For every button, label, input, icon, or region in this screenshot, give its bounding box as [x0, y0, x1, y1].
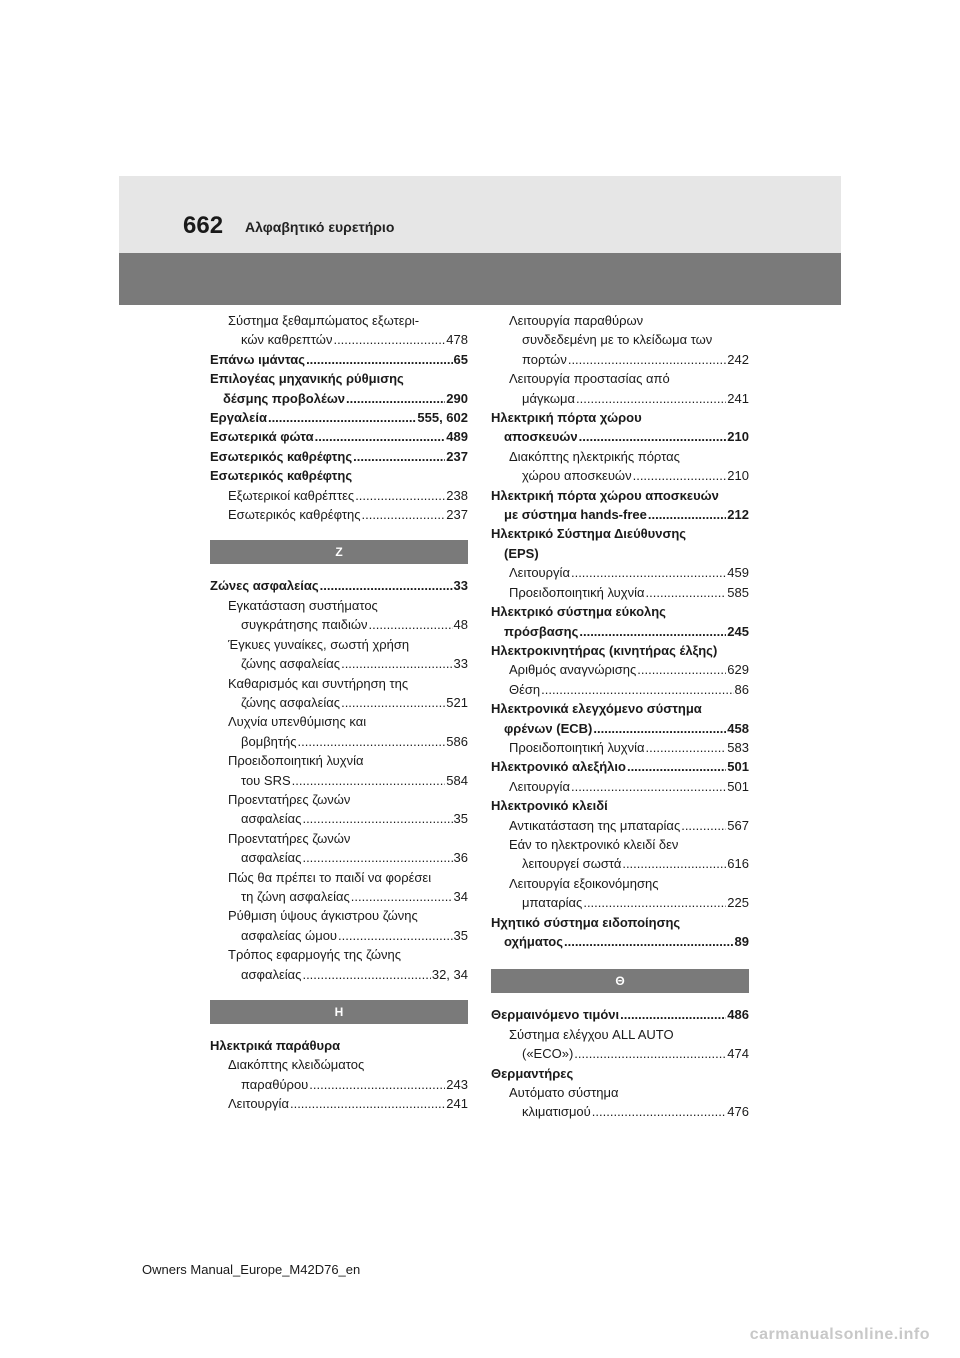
- watermark: carmanualsonline.info: [749, 1326, 930, 1343]
- index-entry: Προειδοποιητική λυχνία ..... 585: [491, 583, 749, 602]
- index-entry: Θέση ..... 86: [491, 680, 749, 699]
- section-header-z: Z: [210, 540, 468, 564]
- index-entry: Σύστημα ξεθαμπώματος εξωτερι-: [228, 313, 420, 328]
- index-entry: Αυτόματο σύστημα: [509, 1085, 619, 1101]
- index-entry: Ηλεκτρονικό κλειδί: [491, 798, 608, 814]
- index-entry: χώρου αποσκευών ..... 210: [491, 466, 749, 485]
- index-entry: πρόσβασης ..... 245: [491, 622, 749, 641]
- index-entry: Εγκατάσταση συστήματος: [228, 597, 378, 613]
- index-entry: Εργαλεία ..... 555, 602: [210, 408, 468, 427]
- index-entry: ασφαλείας ..... 32, 34: [210, 965, 468, 984]
- index-entry: Λειτουργία προστασίας από: [509, 371, 670, 387]
- index-entry: Λειτουργία ..... 501: [491, 777, 749, 796]
- index-entry: με σύστημα hands-free ..... 212: [491, 505, 749, 524]
- index-entry: συγκράτησης παιδιών ..... 48: [210, 615, 468, 634]
- index-entry: Θερμαντήρες: [491, 1065, 574, 1081]
- index-entry: Ηλεκτρονικό αλεξήλιο ..... 501: [491, 757, 749, 776]
- index-entry: Εξωτερικοί καθρέπτες ..... 238: [210, 486, 468, 505]
- index-entry: Λειτουργία ..... 241: [210, 1094, 468, 1113]
- page-title: Αλφαβητικό ευρετήριο: [245, 219, 395, 235]
- section-header-th: Θ: [491, 969, 749, 993]
- index-entry: ασφαλείας ..... 35: [210, 809, 468, 828]
- index-entry: Ηλεκτρική πόρτα χώρου αποσκευών: [491, 487, 719, 503]
- index-entry: Εάν το ηλεκτρονικό κλειδί δεν: [509, 836, 679, 852]
- index-entry: Ηλεκτρικό σύστημα εύκολης: [491, 604, 666, 620]
- index-entry: Τρόπος εφαρμογής της ζώνης: [228, 947, 401, 963]
- index-entry: μάγκωμα ..... 241: [491, 389, 749, 408]
- index-entry: ασφαλείας ..... 36: [210, 848, 468, 867]
- index-column-left: [210, 311, 468, 1114]
- index-entry: κλιματισμού ..... 476: [491, 1102, 749, 1121]
- index-entry: Εσωτερικός καθρέφτης: [210, 468, 353, 484]
- index-entry: τη ζώνη ασφαλείας ..... 34: [210, 887, 468, 906]
- index-entry: Προειδοποιητική λυχνία ..... 583: [491, 738, 749, 757]
- index-entry: του SRS ..... 584: [210, 771, 468, 790]
- index-entry: Σύστημα ελέγχου ALL AUTO: [509, 1026, 674, 1042]
- index-entry: Λειτουργία παραθύρων: [509, 313, 644, 328]
- index-entry: («ECO») ..... 474: [491, 1044, 749, 1063]
- index-entry: ασφαλείας ώμου ..... 35: [210, 926, 468, 945]
- page-number: 662: [183, 212, 224, 239]
- index-entry: συνδεδεμένη με το κλείδωμα των: [522, 332, 713, 348]
- index-entry: λειτουργεί σωστά ..... 616: [491, 854, 749, 873]
- index-entry: Προεντατήρες ζωνών: [228, 830, 351, 846]
- index-entry: Καθαρισμός και συντήρηση της: [228, 675, 409, 691]
- index-entry: μπαταρίας ..... 225: [491, 893, 749, 912]
- index-entry: Λειτουργία ..... 459: [491, 563, 749, 582]
- index-entry: Αριθμός αναγνώρισης ..... 629: [491, 660, 749, 679]
- index-entry: Εσωτερικά φώτα ..... 489: [210, 427, 468, 446]
- index-entry: Διακόπτης κλειδώματος: [228, 1057, 365, 1073]
- index-entry: Θερμαινόμενο τιμόνι ..... 486: [491, 1005, 749, 1024]
- index-entry: βομβητής ..... 586: [210, 732, 468, 751]
- index-entry: Προειδοποιητική λυχνία: [228, 753, 364, 769]
- index-column-right: [491, 311, 749, 1122]
- index-entry: φρένων (ECB) ..... 458: [491, 719, 749, 738]
- footer-text: Owners Manual_Europe_M42D76_en: [142, 1262, 361, 1277]
- section-header-h: H: [210, 1000, 468, 1024]
- index-entry: Ηλεκτρονικά ελεγχόμενο σύστημα: [491, 701, 702, 717]
- index-entry: Αντικατάσταση της μπαταρίας ..... 567: [491, 816, 749, 835]
- index-entry: ζώνης ασφαλείας ..... 33: [210, 654, 468, 673]
- index-entry: δέσμης προβολέων ..... 290: [210, 389, 468, 408]
- index-entry: Ηχητικό σύστημα ειδοποίησης: [491, 914, 681, 930]
- index-entry: Ηλεκτρικό Σύστημα Διεύθυνσης: [491, 526, 687, 542]
- index-entry: κών καθρεπτών ..... 478: [210, 330, 468, 349]
- index-entry: αποσκευών ..... 210: [491, 427, 749, 446]
- index-entry: Επιλογέας μηχανικής ρύθμισης: [210, 371, 404, 387]
- index-entry: (EPS): [504, 545, 539, 561]
- index-entry: Ηλεκτρικά παράθυρα: [210, 1038, 341, 1053]
- header-top-band: [119, 176, 841, 253]
- index-entry: Επάνω ιμάντας ..... 65: [210, 350, 468, 369]
- index-entry: Εσωτερικός καθρέφτης ..... 237: [210, 505, 468, 524]
- index-entry: Λειτουργία εξοικονόμησης: [509, 875, 659, 891]
- index-entry: Ηλεκτρική πόρτα χώρου: [491, 410, 642, 426]
- index-entry: παραθύρου ..... 243: [210, 1075, 468, 1094]
- index-entry: Ρύθμιση ύψους άγκιστρου ζώνης: [228, 908, 418, 924]
- index-entry: Προεντατήρες ζωνών: [228, 791, 351, 807]
- index-entry: Λυχνία υπενθύμισης και: [228, 714, 367, 730]
- index-entry: Ζώνες ασφαλείας ..... 33: [210, 576, 468, 595]
- header-dark-band: [119, 253, 841, 305]
- index-entry: Εσωτερικός καθρέφτης ..... 237: [210, 447, 468, 466]
- index-entry: Πώς θα πρέπει το παιδί να φορέσει: [228, 869, 432, 885]
- index-entry: οχήματος ..... 89: [491, 932, 749, 951]
- index-entry: Ηλεκτροκινητήρας (κινητήρας έλξης): [491, 642, 718, 658]
- index-entry: ζώνης ασφαλείας ..... 521: [210, 693, 468, 712]
- index-entry: Έγκυες γυναίκες, σωστή χρήση: [228, 636, 410, 652]
- index-entry: Διακόπτης ηλεκτρικής πόρτας: [509, 448, 680, 464]
- index-entry: πορτών ..... 242: [491, 350, 749, 369]
